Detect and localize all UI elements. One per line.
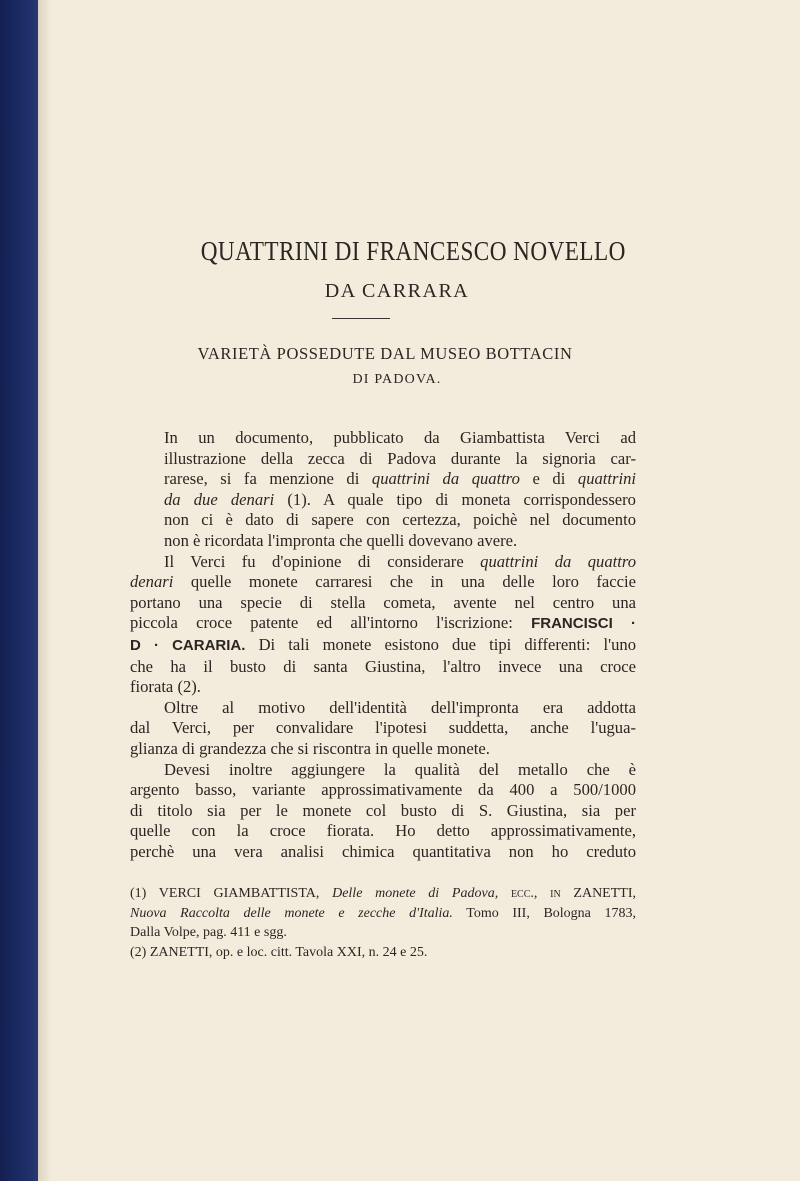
body-line: D · CARARIA. Di tali monete esistono due tipi differenti: l'uno xyxy=(130,634,637,654)
title-divider xyxy=(332,318,390,319)
section-heading: VARIETÀ POSSEDUTE DAL MUSEO BOTTACIN xyxy=(197,344,573,363)
page-title: QUATTRINI DI FRANCESCO NOVELLO xyxy=(200,236,626,266)
body-line: denari quelle monete carraresi che in una delle loro faccie xyxy=(130,572,636,592)
footnotes xyxy=(130,884,636,962)
body-line: Devesi inoltre aggiungere la qualità del metallo che è xyxy=(164,759,636,779)
body-line: Il Verci fu d'opinione di considerare quattrini da quattro xyxy=(164,551,636,571)
body-line: argento basso, variante approssimativamente da 400 a 500/1000 xyxy=(130,780,636,800)
body-line: da due denari (1). A quale tipo di moneta corrispondessero xyxy=(164,489,636,509)
footnote-line: Dalla Volpe, pag. 411 e sgg. xyxy=(130,925,287,940)
body-line: piccola croce patente ed all'intorno l'iscrizione: FRANCISCI · xyxy=(130,613,636,633)
document-page xyxy=(38,0,800,1181)
binding-edge xyxy=(0,0,40,1181)
body-line: di titolo sia per le monete col busto di S. Giustina, sia per xyxy=(130,800,636,820)
body-line: illustrazione della zecca di Padova durante la signoria car- xyxy=(164,448,636,468)
body-line: non ci è dato di sapere con certezza, poichè nel documento xyxy=(164,510,636,530)
body-line: Oltre al motivo dell'identità dell'impronta era addotta xyxy=(164,697,636,717)
body-line: portano una specie di stella cometa, avente nel centro una xyxy=(130,592,636,612)
body-text xyxy=(130,428,636,862)
footnote-line: (1) VERCI GIAMBATTISTA, Delle monete di Padova, ecc., in ZANETTI, xyxy=(130,886,636,901)
body-line: rarese, si fa menzione di quattrini da quattro e di quattrini xyxy=(164,469,636,489)
footnote-line: (2) ZANETTI, op. e loc. citt. Tavola XXI, n. 24 e 25. xyxy=(130,944,428,960)
body-line: quelle con la croce fiorata. Ho detto approssimativamente, xyxy=(130,821,636,841)
body-line: che ha il busto di santa Giustina, l'altro invece una croce xyxy=(130,656,636,676)
footnote-line: Nuova Raccolta delle monete e zecche d'Italia. Tomo III, Bologna 1783, xyxy=(130,905,636,921)
body-line: glianza di grandezza che si riscontra in quelle monete. xyxy=(130,738,490,758)
body-line: dal Verci, per convalidare l'ipotesi suddetta, anche l'ugua- xyxy=(130,718,636,738)
body-line: In un documento, pubblicato da Giambattista Verci ad xyxy=(164,428,636,447)
inscription-text: FRANCISCI · xyxy=(531,615,636,633)
body-line: perchè una vera analisi chimica quantitativa non ho creduto xyxy=(130,841,636,861)
section-heading-sub: DI PADOVA. xyxy=(352,372,442,387)
inscription-text: D · CARARIA. xyxy=(130,636,246,654)
page-subtitle: DA CARRARA xyxy=(324,280,470,302)
body-line: non è ricordata l'impronta che quelli dovevano avere. xyxy=(164,530,518,550)
body-line: fiorata (2). xyxy=(130,677,201,697)
